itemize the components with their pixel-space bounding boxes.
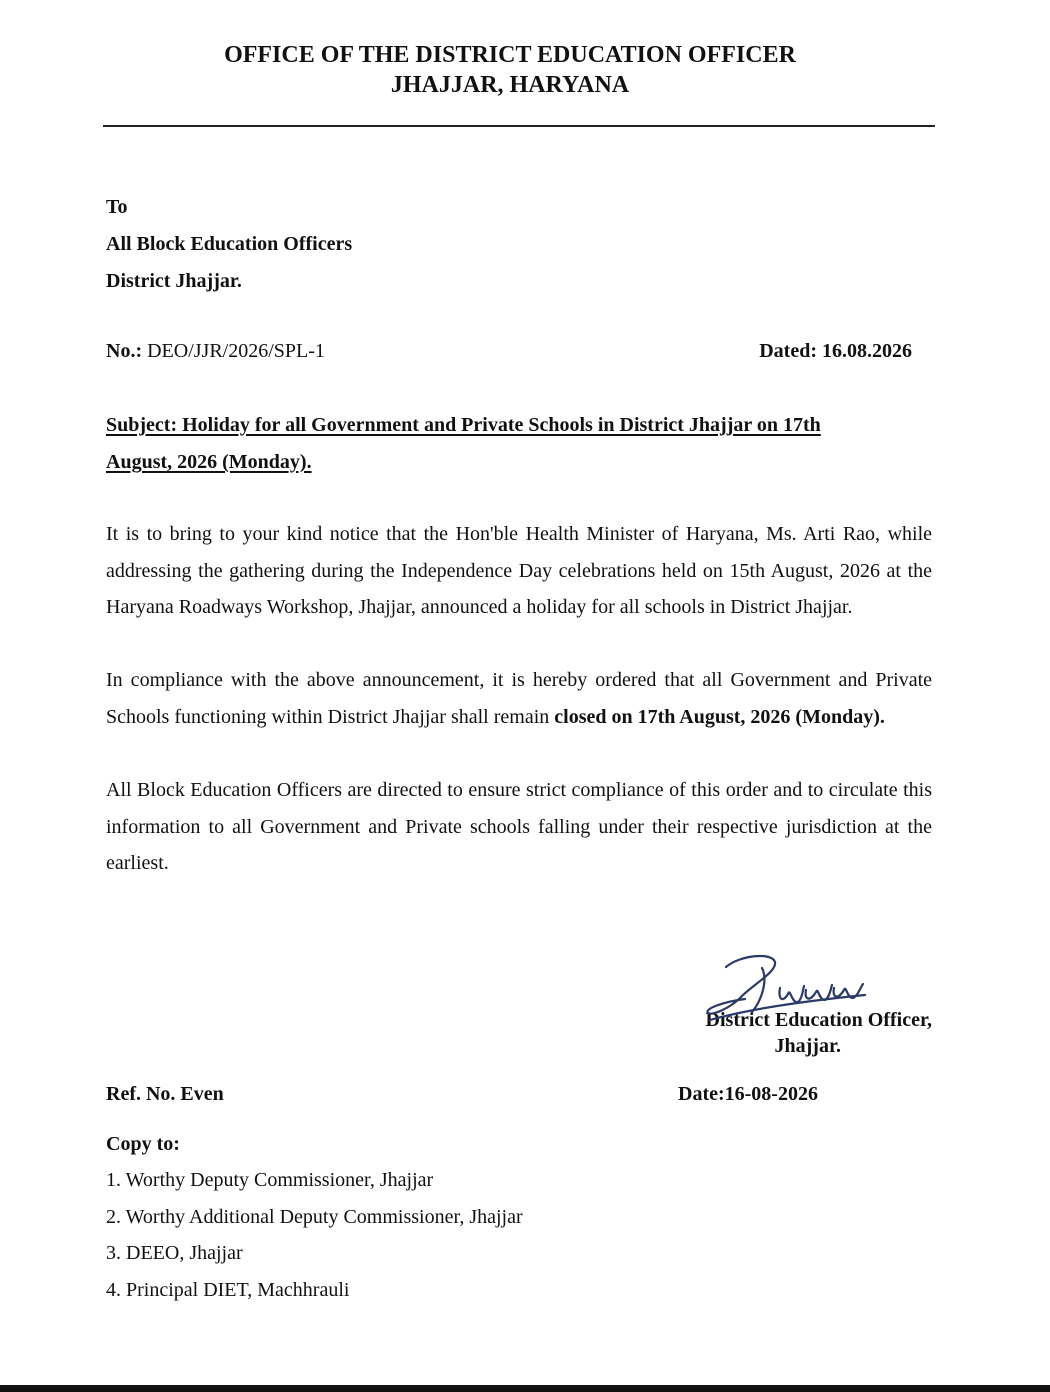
endorsement-ref: Ref. No. Even [106, 1083, 224, 1105]
endorsement-date: Date:16-08-2026 [678, 1083, 818, 1105]
copy-to-item: 1. Worthy Deputy Commissioner, Jhajjar [106, 1169, 434, 1191]
body-paragraph-3: All Block Education Officers are directed to ensure strict compliance of this order and to circulate this information to all Government and Private schools falling under their respective jurisdiction at the earliest. [106, 779, 932, 874]
reference-number-value: DEO/JJR/2026/SPL-1 [147, 340, 325, 362]
body-paragraph-2 [106, 662, 932, 735]
letterhead-location: JHAJJAR, HARYANA [390, 72, 630, 98]
addressee-district: District Jhajjar. [106, 270, 242, 292]
copy-to-list [106, 1162, 523, 1308]
addressee-block [106, 189, 352, 300]
subject-line: Subject: Holiday for all Government and Private Schools in District Jhajjar on 17th August, 2026 (Monday). [106, 414, 821, 473]
letterhead-divider [103, 125, 935, 127]
reference-date: Dated: 16.08.2026 [759, 340, 912, 362]
page-bottom-edge [0, 1385, 1050, 1392]
addressee-recipient: All Block Education Officers [106, 233, 353, 255]
copy-to-item: 2. Worthy Additional Deputy Commissioner, Jhajjar [106, 1205, 523, 1228]
signatory-title: District Education Officer, [705, 1009, 932, 1031]
letterhead [0, 40, 1020, 100]
letterhead-office: OFFICE OF THE DISTRICT EDUCATION OFFICER [224, 42, 796, 68]
reference-number [106, 336, 325, 366]
body-paragraph-1: It is to bring to your kind notice that the Hon'ble Health Minister of Haryana, Ms. Arti Rao, while addressing the gathering during the Independence Day celebrations held on 15th August, 2026 at the Haryana Roadways Workshop, Jhajjar, announced a holiday for all schools in District Jhajjar. [106, 523, 932, 618]
body-paragraph-2-text: In compliance with the above announcement, it is hereby ordered that all Government and Private Schools functioning within District Jhajjar shall remain [106, 669, 932, 728]
handwritten-signature [700, 950, 875, 1025]
body-paragraph-2-emphasis: closed on 17th August, 2026 (Monday). [554, 705, 885, 728]
signatory-place: Jhajjar. [774, 1035, 841, 1057]
copy-to-item: 3. DEEO, Jhajjar [106, 1242, 243, 1264]
reference-number-label: No.: [106, 340, 143, 362]
copy-to-item: 4. Principal DIET, Machhrauli [106, 1278, 350, 1301]
copy-to-label: Copy to: [106, 1133, 180, 1155]
addressee-to: To [106, 196, 128, 218]
